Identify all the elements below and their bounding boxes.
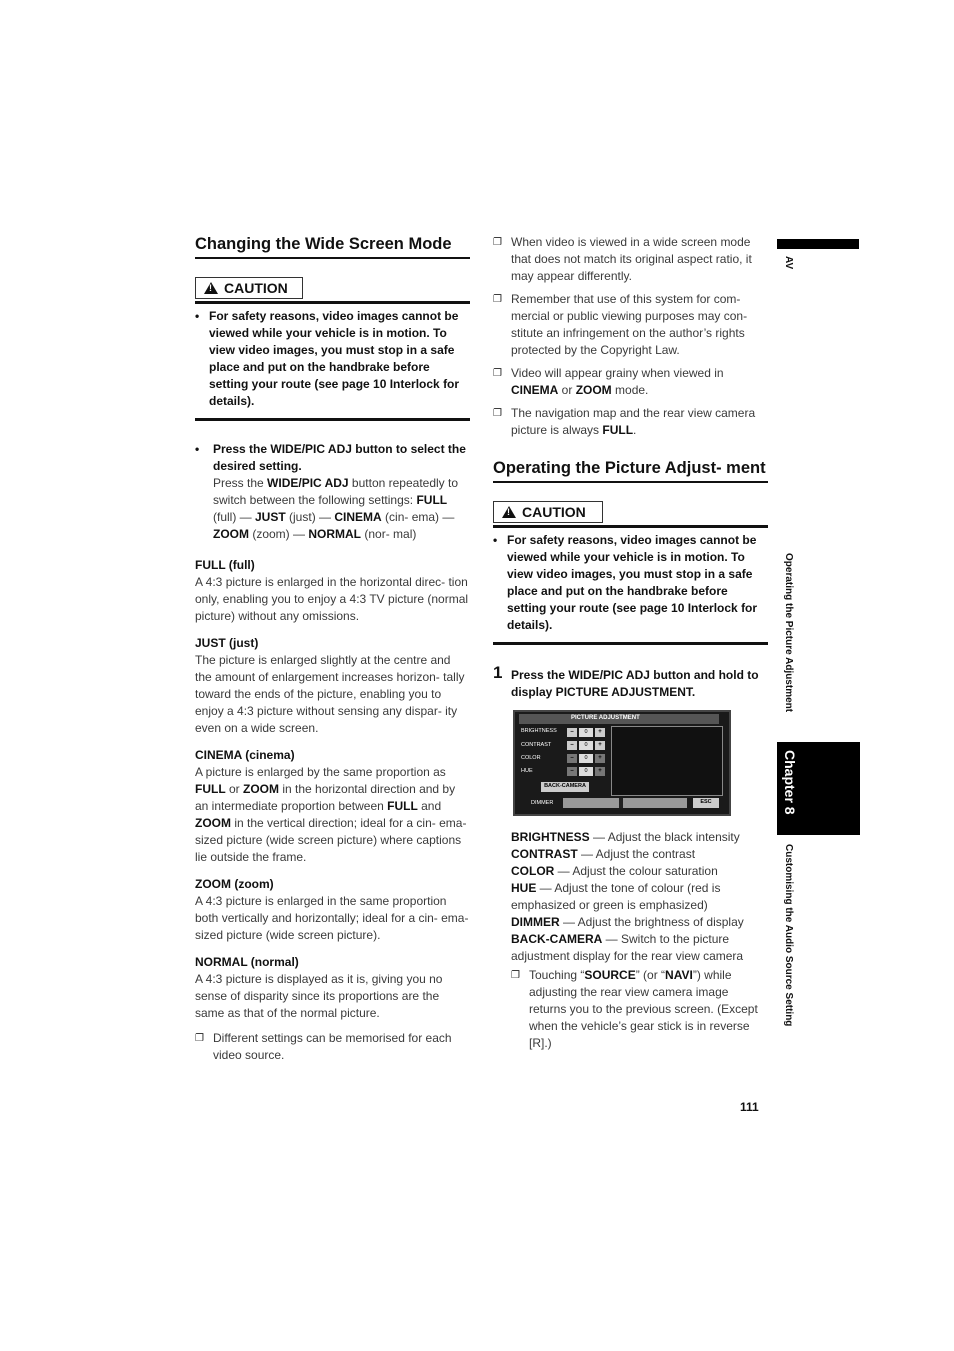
step-1-text: Press the WIDE/PIC ADJ button and hold to display PICTURE ADJUSTMENT. xyxy=(511,668,759,699)
screen-row-hue: HUE xyxy=(521,768,533,774)
back-camera-button[interactable]: BACK-CAMERA xyxy=(541,782,589,792)
setting-contrast: CONTRAST — Adjust the contrast xyxy=(511,847,696,861)
note-always-full: ❐ The navigation map and the rear view camera picture is always FULL. xyxy=(493,405,768,439)
screen-dimmer-label: DIMMER xyxy=(531,800,554,806)
setting-dimmer: DIMMER — Adjust the brightness of display xyxy=(511,915,744,929)
hue-plus-button[interactable]: + xyxy=(595,767,605,776)
color-plus-button[interactable]: + xyxy=(595,754,605,763)
term-cinema: CINEMA (cinema) xyxy=(195,748,295,762)
sidebar-av-label: AV xyxy=(783,256,794,270)
caution-label: CAUTION xyxy=(224,279,288,296)
contrast-plus-button[interactable]: + xyxy=(595,741,605,750)
brightness-plus-button[interactable]: + xyxy=(595,728,605,737)
brightness-minus-button[interactable]: – xyxy=(567,728,577,737)
dimmer-slider[interactable] xyxy=(563,798,687,808)
step-block-left xyxy=(195,441,470,543)
caution-text-right: • For safety reasons, video images cannot be viewed while your vehicle is in motion. To view video images, you must stop in a safe place and put on the handbrake before setting your route (see page 10 Interlock for details). xyxy=(493,532,768,634)
right-column xyxy=(493,234,768,1058)
picture-adjustment-screen xyxy=(513,710,731,816)
caution-label: CAUTION xyxy=(522,503,586,520)
note-copyright: ❐ Remember that use of this system for com- mercial or public viewing purposes may con- stitute an infringement on the author’s rights protected by the Copyright Law. xyxy=(493,291,768,359)
hue-minus-button[interactable]: – xyxy=(567,767,577,776)
note-grainy: ❐ Video will appear grainy when viewed in CINEMA or ZOOM mode. xyxy=(493,365,768,399)
step-number: 1 xyxy=(493,663,503,682)
caution-text-left: • For safety reasons, video images cannot be viewed while your vehicle is in motion. To view video images, you must stop in a safe place and put on the handbrake before setting your route (see page 10 Interlock for details). xyxy=(195,308,470,410)
brightness-value: 0 xyxy=(579,728,593,737)
setting-brightness: BRIGHTNESS — Adjust the black intensity xyxy=(511,830,740,844)
chapter-label: Chapter 8 xyxy=(782,750,798,815)
screen-row-contrast: CONTRAST xyxy=(521,742,552,748)
caution-box-left xyxy=(195,301,470,421)
setting-list xyxy=(493,829,768,1052)
term-full: FULL (full) xyxy=(195,558,255,572)
caution-badge-right xyxy=(493,501,768,523)
screen-row-color: COLOR xyxy=(521,755,541,761)
warning-icon xyxy=(204,282,218,294)
sidebar-top-bar xyxy=(777,239,859,249)
screen-title: PICTURE ADJUSTMENT xyxy=(571,715,640,721)
section-heading-wide-screen: Changing the Wide Screen Mode xyxy=(195,235,470,259)
note-aspect-ratio: ❐ When video is viewed in a wide screen mode that does not match its original aspect ratio, it may appear differently. xyxy=(493,234,768,285)
sidebar-subsection-label: Customising the Audio Source Setting xyxy=(783,844,794,1027)
note-touching-source: ❐ Touching “SOURCE” (or “NAVI”) while adjusting the rear view camera image returns you to the previous screen. (Except when the vehicle’s gear stick is in reverse [R].) xyxy=(511,967,768,1052)
sidebar-section-label: Operating the Picture Adjustment xyxy=(783,553,794,713)
caution-badge-left xyxy=(195,277,470,299)
color-minus-button[interactable]: – xyxy=(567,754,577,763)
contrast-value: 0 xyxy=(579,741,593,750)
section-heading-picture-adjust: Operating the Picture Adjust- ment xyxy=(493,459,768,483)
setting-color: COLOR — Adjust the colour saturation xyxy=(511,864,718,878)
term-normal: NORMAL (normal) xyxy=(195,955,299,969)
step-description: Press the WIDE/PIC ADJ button repeatedly to switch between the following settings: FULL (full) — JUST (just) — CINEMA (cin- ema) — ZOOM (zoom) — NORMAL (nor- mal) xyxy=(213,476,459,541)
hue-value: 0 xyxy=(579,767,593,776)
caution-box-right xyxy=(493,525,768,645)
screen-preview-panel xyxy=(611,726,723,796)
esc-button[interactable]: ESC xyxy=(693,798,719,808)
warning-icon xyxy=(502,506,516,518)
step-1 xyxy=(493,663,768,701)
dimmer-slider-handle[interactable] xyxy=(619,798,623,808)
color-value: 0 xyxy=(579,754,593,763)
term-just: JUST (just) xyxy=(195,636,259,650)
desc-zoom: A 4:3 picture is enlarged in the same proportion both vertically and horizontally; ideal for a cin- ema-sized picture (wide screen picture). xyxy=(195,894,469,942)
screen-row-brightness: BRIGHTNESS xyxy=(521,728,557,734)
setting-hue: HUE — Adjust the tone of colour (red is emphasized or green is emphasized) xyxy=(511,881,721,912)
left-column xyxy=(195,235,470,1070)
setting-back-camera: BACK-CAMERA — Switch to the picture adjustment display for the rear view camera xyxy=(511,932,744,963)
desc-cinema: A picture is enlarged by the same proportion as FULL or ZOOM in the horizontal direction and by an intermediate proportion between FULL and ZOOM in the vertical direction; ideal for a cin- ema-sized picture (wide screen picture) where captions lie outside the frame. xyxy=(195,765,467,864)
note-memorised: ❐ Different settings can be memorised for each video source. xyxy=(195,1030,470,1064)
desc-normal: A 4:3 picture is displayed as it is, giving you no sense of disparity since its proportions are the same as that of the normal picture. xyxy=(195,972,443,1020)
desc-just: The picture is enlarged slightly at the centre and the amount of enlargement increases horizon- tally toward the ends of the picture, enabling you to enjoy a 4:3 picture without sensing any dispar- ity even on a wide screen. xyxy=(195,653,465,735)
step-instruction: • Press the WIDE/PIC ADJ button to select the desired setting. xyxy=(195,441,470,475)
screen-title-bar xyxy=(519,714,719,724)
contrast-minus-button[interactable]: – xyxy=(567,741,577,750)
desc-full: A 4:3 picture is enlarged in the horizontal direc- tion only, enabling you to enjoy a 4:3 TV picture (normal picture) without any omissions. xyxy=(195,575,469,623)
page-number: 111 xyxy=(740,1100,759,1114)
term-zoom: ZOOM (zoom) xyxy=(195,877,274,891)
